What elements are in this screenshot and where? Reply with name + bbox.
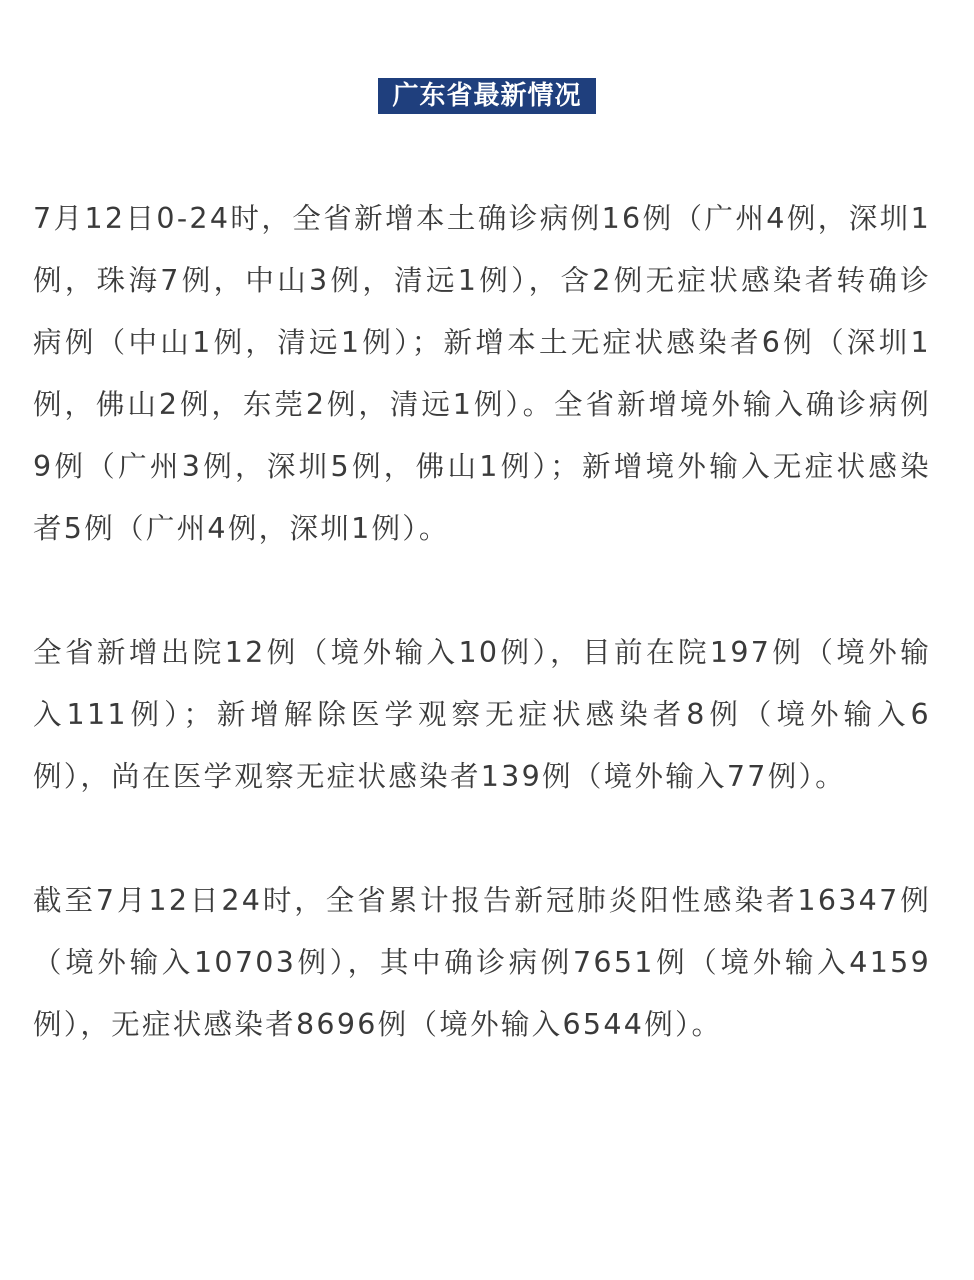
- title-container: [0, 78, 974, 114]
- paragraph-new-cases: 7月12日0-24时，全省新增本土确诊病例16例（广州4例，深圳1例，珠海7例，中山3例，清远1例），含2例无症状感染者转确诊病例（中山1例，清远1例）；新增本土无症状感染者6例（深圳1例，佛山2例，东莞2例，清远1例）。全省新增境外输入确诊病例9例（广州3例，深圳5例，佛山1例）；新增境外输入无症状感染者5例（广州4例，深圳1例）。: [33, 202, 931, 545]
- paragraph-cumulative: 截至7月12日24时，全省累计报告新冠肺炎阳性感染者16347例（境外输入10703例），其中确诊病例7651例（境外输入4159例），无症状感染者8696例（境外输入6544例）。: [33, 884, 931, 1041]
- section-title: 广东省最新情况: [378, 78, 595, 114]
- paragraph-discharges: 全省新增出院12例（境外输入10例），目前在院197例（境外输入111例）；新增解除医学观察无症状感染者8例（境外输入6例），尚在医学观察无症状感染者139例（境外输入77例）。: [33, 636, 931, 793]
- article-body: [33, 188, 931, 1056]
